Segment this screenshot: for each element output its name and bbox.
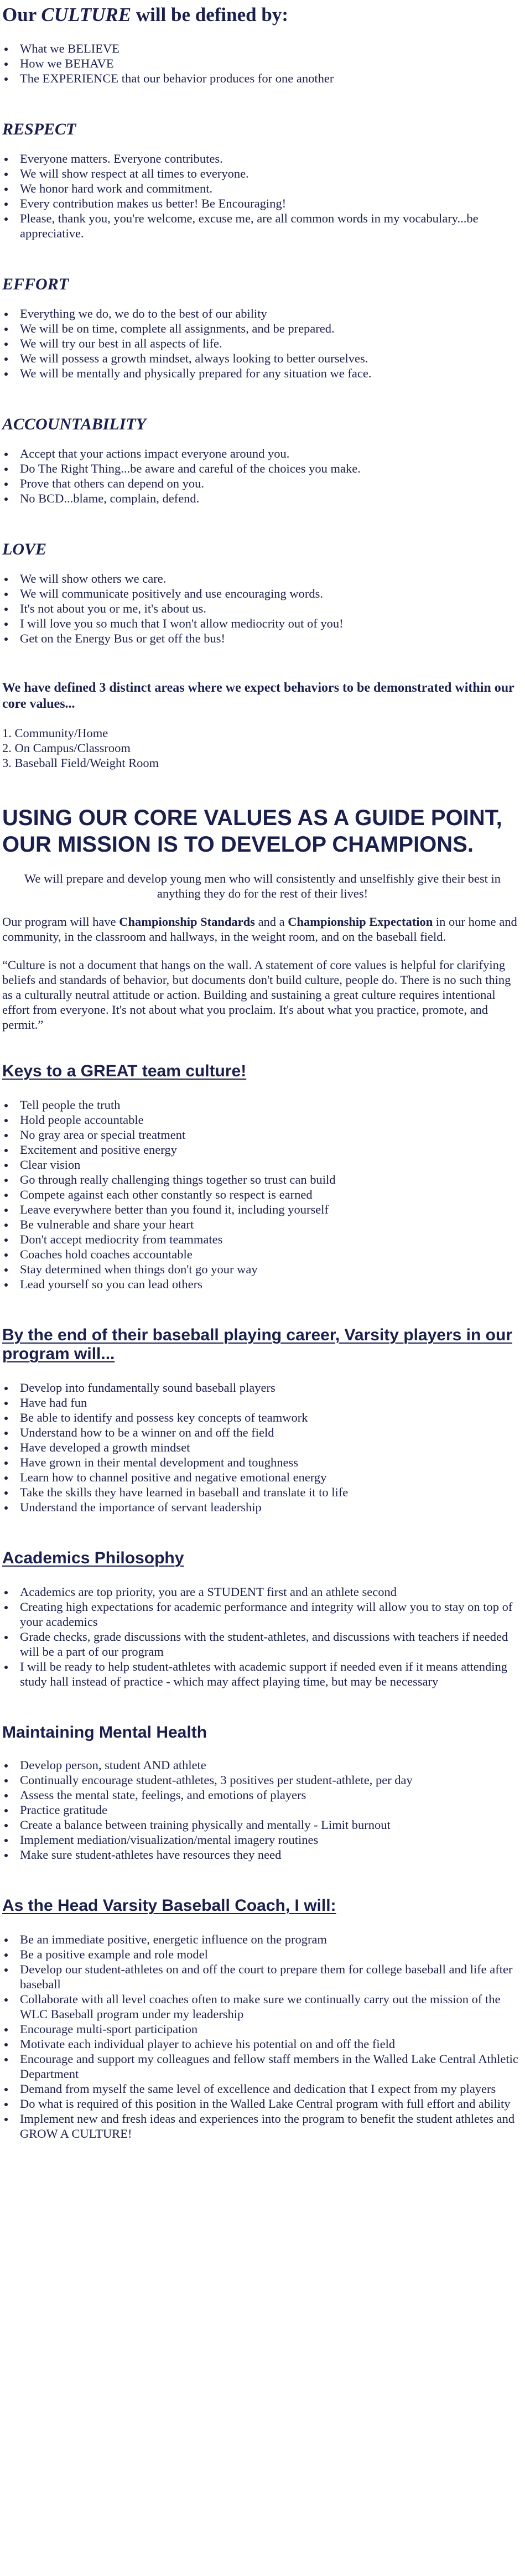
- list-item: Accept that your actions impact everyone around you.: [20, 446, 523, 461]
- varsity-title: By the end of their baseball playing career, Varsity players in our program will...: [2, 1326, 513, 1363]
- list-item: We will try our best in all aspects of life.: [20, 336, 523, 351]
- love-list: [2, 571, 523, 646]
- list-item: Take the skills they have learned in baseball and translate it to life: [20, 1485, 523, 1500]
- definers-list: [2, 41, 523, 86]
- list-item: Collaborate with all level coaches often to make sure we continually carry out the mission of the WLC Baseball program under my leadership: [20, 1992, 523, 2022]
- areas-intro: We have defined 3 distinct areas where we expect behaviors to be demonstrated within our core values...: [2, 681, 514, 711]
- list-item: No BCD...blame, complain, defend.: [20, 491, 523, 506]
- list-item: What we BELIEVE: [20, 41, 523, 56]
- coach-list: [2, 1932, 523, 2141]
- list-item: How we BEHAVE: [20, 56, 523, 71]
- list-item: Develop our student-athletes on and off the court to prepare them for college baseball and life after baseball: [20, 1962, 523, 1992]
- list-item: Hold people accountable: [20, 1112, 523, 1127]
- list-item: We will be mentally and physically prepared for any situation we face.: [20, 366, 523, 381]
- academics-list: [2, 1584, 523, 1689]
- list-item: Don't accept mediocrity from teammates: [20, 1232, 523, 1247]
- list-item: Tell people the truth: [20, 1097, 523, 1112]
- list-item: Get on the Energy Bus or get off the bus!: [20, 631, 523, 646]
- list-item: Compete against each other constantly so respect is earned: [20, 1187, 523, 1202]
- championship-standards: Championship Standards: [119, 915, 255, 929]
- list-item: Be able to identify and possess key concepts of teamwork: [20, 1410, 523, 1425]
- list-item: 2. On Campus/Classroom: [2, 741, 131, 755]
- standards-paragraph: Our program will have Championship Standards and a Championship Expectation in our home and community, in the classroom and hallways, in the weight room, and on the baseball field.: [2, 915, 517, 944]
- list-item: No gray area or special treatment: [20, 1127, 523, 1142]
- academics-title: Academics Philosophy: [2, 1549, 184, 1567]
- list-item: Assess the mental state, feelings, and emotions of players: [20, 1787, 523, 1802]
- list-item: Implement new and fresh ideas and experiences into the program to benefit the student athletes and GROW A CULTURE!: [20, 2111, 523, 2141]
- list-item: Implement mediation/visualization/mental imagery routines: [20, 1832, 523, 1847]
- list-item: Encourage multi-sport participation: [20, 2022, 523, 2036]
- list-item: We will show others we care.: [20, 571, 523, 586]
- list-item: Do what is required of this position in the Walled Lake Central program with full effort and ability: [20, 2096, 523, 2111]
- heading-emphasis: CULTURE: [41, 4, 132, 25]
- keys-list: [2, 1097, 523, 1292]
- championship-expectation: Championship Expectation: [288, 915, 433, 929]
- list-item: I will love you so much that I won't allow mediocrity out of you!: [20, 616, 523, 631]
- list-item: Make sure student-athletes have resources they need: [20, 1847, 523, 1862]
- list-item: Everyone matters. Everyone contributes.: [20, 151, 523, 166]
- list-item: Encourage and support my colleagues and fellow staff members in the Walled Lake Central Athletic Department: [20, 2051, 523, 2081]
- areas-list: [2, 725, 523, 770]
- list-item: Be vulnerable and share your heart: [20, 1217, 523, 1232]
- section-title-accountability: ACCOUNTABILITY: [2, 415, 147, 433]
- list-item: 1. Community/Home: [2, 726, 108, 740]
- respect-list: [2, 151, 523, 241]
- list-item: Coaches hold coaches accountable: [20, 1247, 523, 1262]
- section-title-love: LOVE: [2, 540, 47, 558]
- culture-heading: [2, 3, 523, 27]
- heading-suffix: will be defined by:: [131, 4, 288, 25]
- section-title-effort: EFFORT: [2, 275, 69, 293]
- list-item: Have had fun: [20, 1395, 523, 1410]
- list-item: Academics are top priority, you are a STUDENT first and an athlete second: [20, 1584, 523, 1599]
- list-item: Demand from myself the same level of excellence and dedication that I expect from my players: [20, 2081, 523, 2096]
- list-item: We will show respect at all times to everyone.: [20, 166, 523, 181]
- list-item: Grade checks, grade discussions with the student-athletes, and discussions with teachers if needed will be a part of our program: [20, 1629, 523, 1659]
- list-item: Create a balance between training physically and mentally - Limit burnout: [20, 1817, 523, 1832]
- list-item: I will be ready to help student-athletes with academic support if needed even if it means attending study hall instead of practice - which may affect playing time, but may be necessary: [20, 1659, 523, 1689]
- list-item: Practice gratitude: [20, 1802, 523, 1817]
- coach-title: As the Head Varsity Baseball Coach, I will:: [2, 1896, 336, 1915]
- list-item: Be an immediate positive, energetic influence on the program: [20, 1932, 523, 1947]
- accountability-list: [2, 446, 523, 506]
- list-item: Develop person, student AND athlete: [20, 1758, 523, 1772]
- mental-health-list: [2, 1758, 523, 1862]
- list-item: Go through really challenging things together so trust can build: [20, 1172, 523, 1187]
- list-item: Lead yourself so you can lead others: [20, 1277, 523, 1292]
- list-item: Learn how to channel positive and negative emotional energy: [20, 1470, 523, 1485]
- list-item: Please, thank you, you're welcome, excuse me, are all common words in my vocabulary...be appreciative.: [20, 211, 523, 241]
- list-item: Every contribution makes us better! Be Encouraging!: [20, 196, 523, 211]
- list-item: Develop into fundamentally sound baseball players: [20, 1380, 523, 1395]
- list-item: Excitement and positive energy: [20, 1142, 523, 1157]
- varsity-list: [2, 1380, 523, 1515]
- list-item: We will possess a growth mindset, always looking to better ourselves.: [20, 351, 523, 366]
- mental-health-title: Maintaining Mental Health: [2, 1723, 207, 1741]
- list-item: Do The Right Thing...be aware and careful of the choices you make.: [20, 461, 523, 476]
- list-item: We honor hard work and commitment.: [20, 181, 523, 196]
- list-item: Be a positive example and role model: [20, 1947, 523, 1962]
- list-item: It's not about you or me, it's about us.: [20, 601, 523, 616]
- list-item: Continually encourage student-athletes, 3 positives per student-athlete, per day: [20, 1772, 523, 1787]
- effort-list: [2, 306, 523, 381]
- list-item: Everything we do, we do to the best of our ability: [20, 306, 523, 321]
- list-item: Clear vision: [20, 1157, 523, 1172]
- mission-statement: We will prepare and develop young men who will consistently and unselfishly give their best in anything they do for the rest of their lives!: [24, 872, 501, 900]
- list-item: Have developed a growth mindset: [20, 1440, 523, 1455]
- list-item: The EXPERIENCE that our behavior produces for one another: [20, 71, 523, 86]
- culture-quote: “Culture is not a document that hangs on the wall. A statement of core values is helpful for clarifying beliefs and standards of behavior, but documents don't build culture, people do. There is no such thing as a culturally neutral attitude or action. Building and sustaining a great culture requires intentional effort from everyone. It's not about what you proclaim. It's about what you practice, promote, and permit.”: [2, 958, 511, 1032]
- list-item: 3. Baseball Field/Weight Room: [2, 756, 159, 770]
- list-item: Understand the importance of servant leadership: [20, 1500, 523, 1515]
- mission-title: USING OUR CORE VALUES AS A GUIDE POINT, OUR MISSION IS TO DEVELOP CHAMPIONS.: [2, 806, 502, 857]
- keys-title: Keys to a GREAT team culture!: [2, 1062, 247, 1080]
- list-item: Motivate each individual player to achieve his potential on and off the field: [20, 2036, 523, 2051]
- section-title-respect: RESPECT: [2, 120, 76, 138]
- list-item: Prove that others can depend on you.: [20, 476, 523, 491]
- list-item: Have grown in their mental development and toughness: [20, 1455, 523, 1470]
- list-item: Leave everywhere better than you found it, including yourself: [20, 1202, 523, 1217]
- list-item: Stay determined when things don't go your way: [20, 1262, 523, 1277]
- list-item: Understand how to be a winner on and off the field: [20, 1425, 523, 1440]
- list-item: We will communicate positively and use encouraging words.: [20, 586, 523, 601]
- list-item: We will be on time, complete all assignments, and be prepared.: [20, 321, 523, 336]
- list-item: Creating high expectations for academic performance and integrity will allow you to stay on top of your academics: [20, 1599, 523, 1629]
- heading-prefix: Our: [2, 4, 41, 25]
